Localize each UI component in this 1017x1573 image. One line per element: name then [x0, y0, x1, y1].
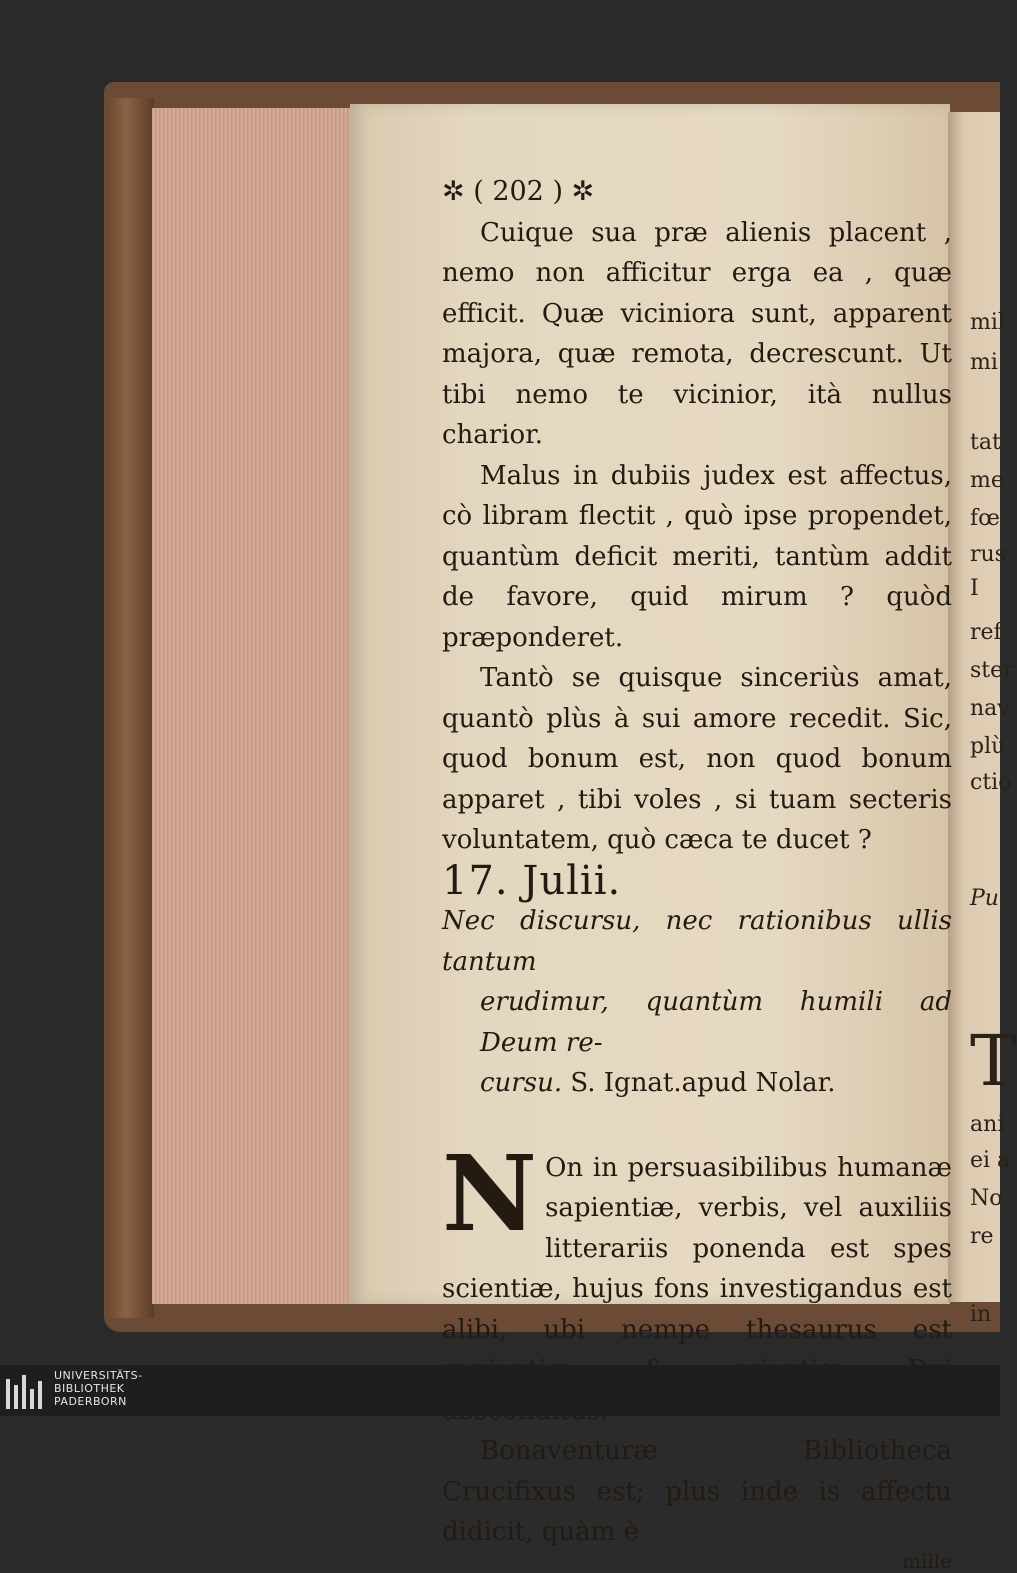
page-block-edge [152, 108, 366, 1304]
logo-line: UNIVERSITÄTS- [54, 1369, 143, 1382]
facing-fragment: nav [970, 696, 1010, 721]
logo-line: PADERBORN [54, 1395, 127, 1408]
paragraph: Malus in dubiis judex est affectus, cò libram flectit , quò ipse propendet, quantùm deficit meriti, tantùm addit de favore, quid mirum ? quòd præponderet. [442, 460, 952, 653]
library-logo-icon [6, 1373, 48, 1409]
library-footer [0, 1365, 1000, 1416]
drop-cap: N [442, 1131, 538, 1255]
quote-line: Nec discursu, nec rationibus ullis tantum [442, 906, 952, 977]
paragraph: Bonaventuræ Bibliotheca Crucifixus est; plus inde is affectu didicit, quàm è [442, 1436, 952, 1547]
facing-fragment: fœ [970, 506, 1000, 531]
facing-fragment: mil [970, 310, 1005, 335]
epigraph-quote [442, 901, 952, 1104]
facing-fragment: in [970, 1302, 992, 1327]
quote-source: S. Ignat.apud Nolar. [570, 1068, 836, 1098]
facing-fragment: rus [970, 542, 1006, 567]
paragraph-text: On in persuasibilibus humanæ sapientiæ, verbis, vel auxiliis litterariis ponenda est spes scientiæ, hujus fons investigandus est alibi, ubi nempe thesaurus est [442, 1152, 952, 1345]
facing-fragment: ani [970, 1112, 1005, 1137]
facing-fragment: plù [970, 734, 1006, 759]
facing-fragment: mi [970, 350, 998, 375]
date-heading: 17. Julii. [442, 857, 622, 904]
catchword: mille [902, 1548, 952, 1573]
logo-line: BIBLIOTHEK [54, 1382, 125, 1395]
quote-line: cursu. [480, 1068, 563, 1098]
paragraph: Tantò se quisque sinceriùs amat, quantò plùs à sui amore recedit. Sic, quod bonum est, non quod bonum apparet , tibi voles , si tuam secteris voluntatem, quò cæca te ducet ? [442, 663, 952, 855]
library-logo-text [54, 1369, 143, 1408]
quote-line: erudimur, quantùm humili ad Deum re- [480, 987, 952, 1058]
facing-fragment: ei a [970, 1148, 1011, 1173]
facing-fragment: me [970, 468, 1004, 493]
page-text [442, 172, 952, 1573]
facing-fragment: tat [970, 430, 1001, 455]
facing-fragment: I [970, 576, 979, 601]
facing-page [948, 112, 1017, 1327]
page-number-header: ✲ ( 202 ) ✲ [442, 176, 595, 207]
facing-fragment: No [970, 1186, 1003, 1211]
facing-fragment: Pu [970, 886, 999, 911]
facing-fragment: ref [970, 620, 1002, 645]
paragraph: Cuique sua præ alienis placent , nemo non afficitur erga ea , quæ efficit. Quæ viciniora sunt, apparent majora, quæ remota, decrescunt. Ut tibi nemo te vicinior, ità nullus charior. [442, 217, 952, 450]
facing-fragment: T [970, 1020, 1017, 1102]
book-spine [108, 98, 154, 1318]
quote-source-line [442, 1063, 952, 1104]
facing-fragment: ctio [970, 770, 1012, 795]
facing-fragment: re [970, 1224, 994, 1249]
facing-fragment: ster [970, 658, 1014, 683]
